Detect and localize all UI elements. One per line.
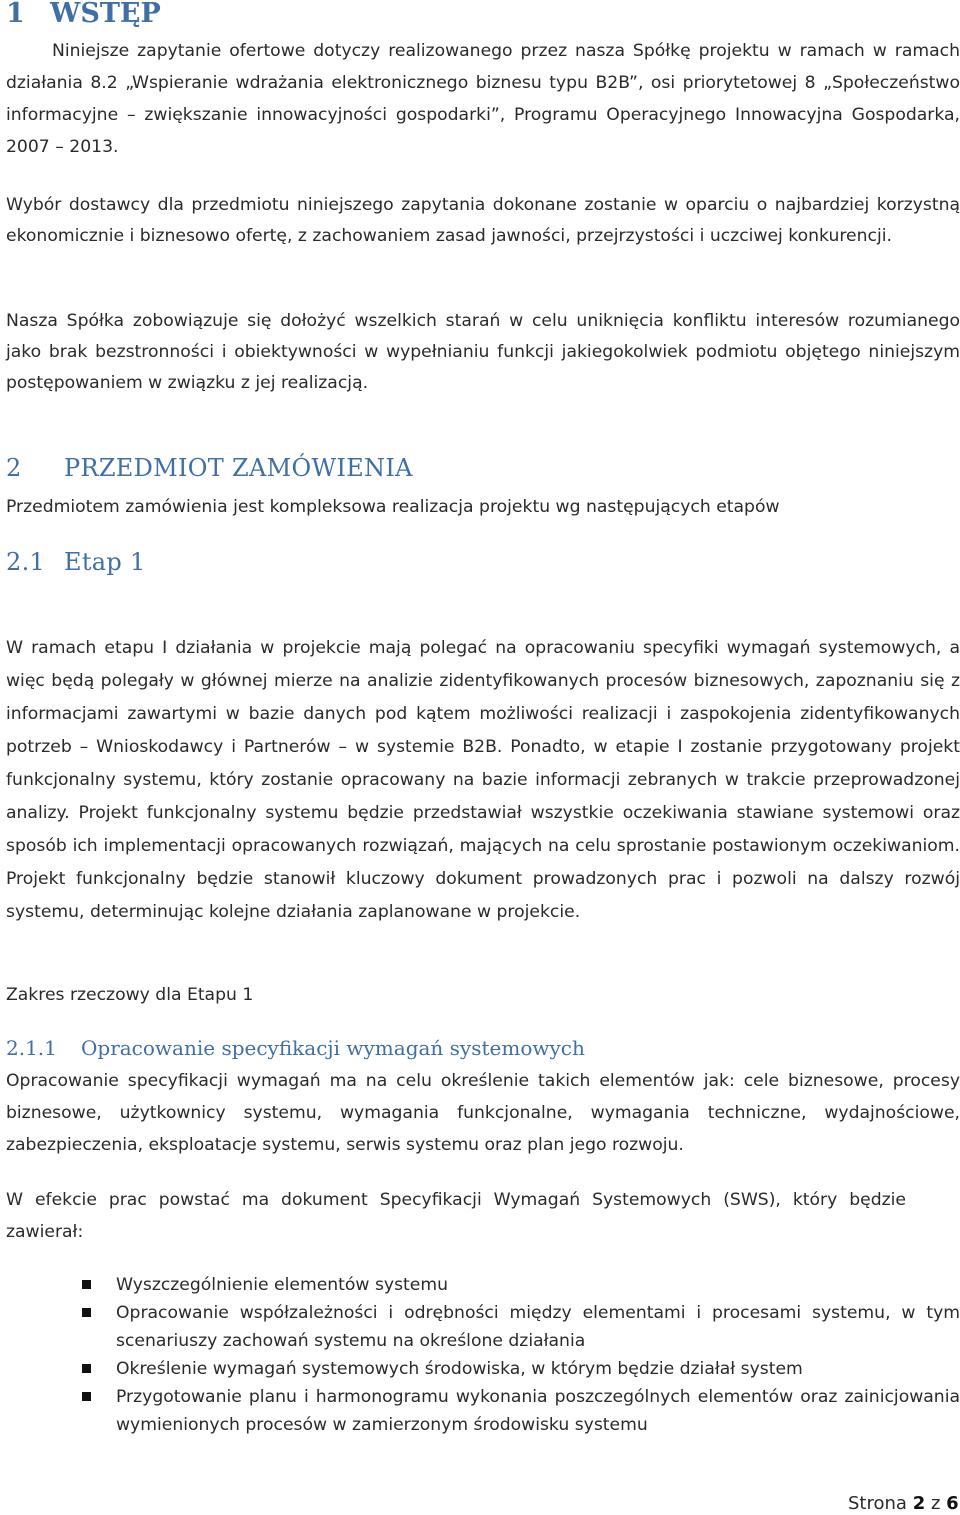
- stage-1-paragraph: W ramach etapu I działania w projekcie mają polegać na opracowaniu specyfiki wymagań systemowych, a więc będą polegały w głównej mierze na analizie zidentyfikowanych procesów biznesowych, zapoznaniu się z informacjami zawartymi w bazie danych pod kątem możliwości realizacji i zaspokojenia zidentyfikowanych potrzeb – Wnioskodawcy i Partnerów – w systemie B2B. Ponadto, w etapie I zostanie przygotowany projekt funkcjonalny systemu, który zostanie opracowany na bazie informacji zebranych w trakcie przeprowadzonej analizy. Projekt funkcjonalny systemu będzie przedstawiał wszystkie oczekiwania stawiane systemowi oraz sposób ich implementacji opracowanych rozwiązań, mających na celu sprostanie postawionym oczekiwaniom. Projekt funkcjonalny będzie stanowił kluczowy dokument prowadzonych prac i pozwoli na dalszy rozwój systemu, determinując kolejne działania zaplanowane w projekcie.: [6, 638, 960, 922]
- section-title: Etap 1: [64, 548, 146, 576]
- list-item: Określenie wymagań systemowych środowiska, w którym będzie działał system: [0, 1355, 960, 1383]
- bullet-square-icon: [82, 1364, 91, 1373]
- section-2-heading: [6, 454, 413, 482]
- section-2-1-heading: [6, 548, 146, 576]
- sws-paragraph: W efekcie prac powstać ma dokument Specyfikacji Wymagań Systemowych (SWS), który będzie zawierał:: [6, 1190, 906, 1242]
- scope-intro: Przedmiotem zamówienia jest kompleksowa realizacja projektu wg następujących etapów: [6, 497, 780, 517]
- section-1-heading: [6, 0, 161, 29]
- conflict-paragraph: Nasza Spółka zobowiązuje się dołożyć wszelkich starań w celu uniknięcia konfliktu interesów rozumianego jako brak bezstronności i obiektywności w wypełnianiu funkcji jakiegokolwiek podmiotu objętego niniejszym postępowaniem w związku z jej realizacją.: [6, 311, 960, 393]
- scope-label: Zakres rzeczowy dla Etapu 1: [6, 985, 254, 1005]
- spec-paragraph: Opracowanie specyfikacji wymagań ma na celu określenie takich elementów jak: cele biznesowe, procesy biznesowe, użytkownicy systemu, wymagania funkcjonalne, wymagania techniczne, wydajnościowe, zabezpieczenia, eksploatacje systemu, serwis systemu oraz plan jego rozwoju.: [6, 1071, 960, 1155]
- section-number: 1: [6, 0, 25, 29]
- section-number: 2: [6, 454, 22, 482]
- bullet-square-icon: [82, 1392, 91, 1401]
- selection-paragraph: Wybór dostawcy dla przedmiotu niniejszego zapytania dokonane zostanie w oparciu o najbardziej korzystną ekonomicznie i biznesowo ofertę, z zachowaniem zasad jawności, przejrzystości i uczciwej konkurencji.: [6, 195, 960, 246]
- section-2-1-1-heading: [6, 1036, 585, 1060]
- section-number: 2.1.1: [6, 1036, 57, 1060]
- list-item: Wyszczególnienie elementów systemu: [0, 1271, 960, 1299]
- section-title: PRZEDMIOT ZAMÓWIENIA: [64, 454, 413, 482]
- section-title: WSTĘP: [50, 0, 161, 29]
- list-item: Przygotowanie planu i harmonogramu wykonania poszczególnych elementów oraz zainicjowania wymienionych procesów w zamierzonym środowisku systemu: [0, 1383, 960, 1439]
- sws-bullet-list: [0, 1271, 960, 1439]
- list-item: Opracowanie współzależności i odrębności między elementami i procesami systemu, w tym scenariuszy zachowań systemu na określone działania: [0, 1299, 960, 1355]
- section-number: 2.1: [6, 548, 46, 576]
- bullet-square-icon: [82, 1280, 91, 1289]
- bullet-square-icon: [82, 1308, 91, 1317]
- page-number: Strona 2 z 6: [848, 1493, 959, 1514]
- intro-paragraph: Niniejsze zapytanie ofertowe dotyczy realizowanego przez nasza Spółkę projektu w ramach w ramach działania 8.2 „Wspieranie wdrażania elektronicznego biznesu typu B2B”, osi priorytetowej 8 „Społeczeństwo informacyjne – zwiększanie innowacyjności gospodarki”, Programu Operacyjnego Innowacyjna Gospodarka, 2007 – 2013.: [6, 41, 960, 157]
- section-title: Opracowanie specyfikacji wymagań systemowych: [81, 1036, 585, 1060]
